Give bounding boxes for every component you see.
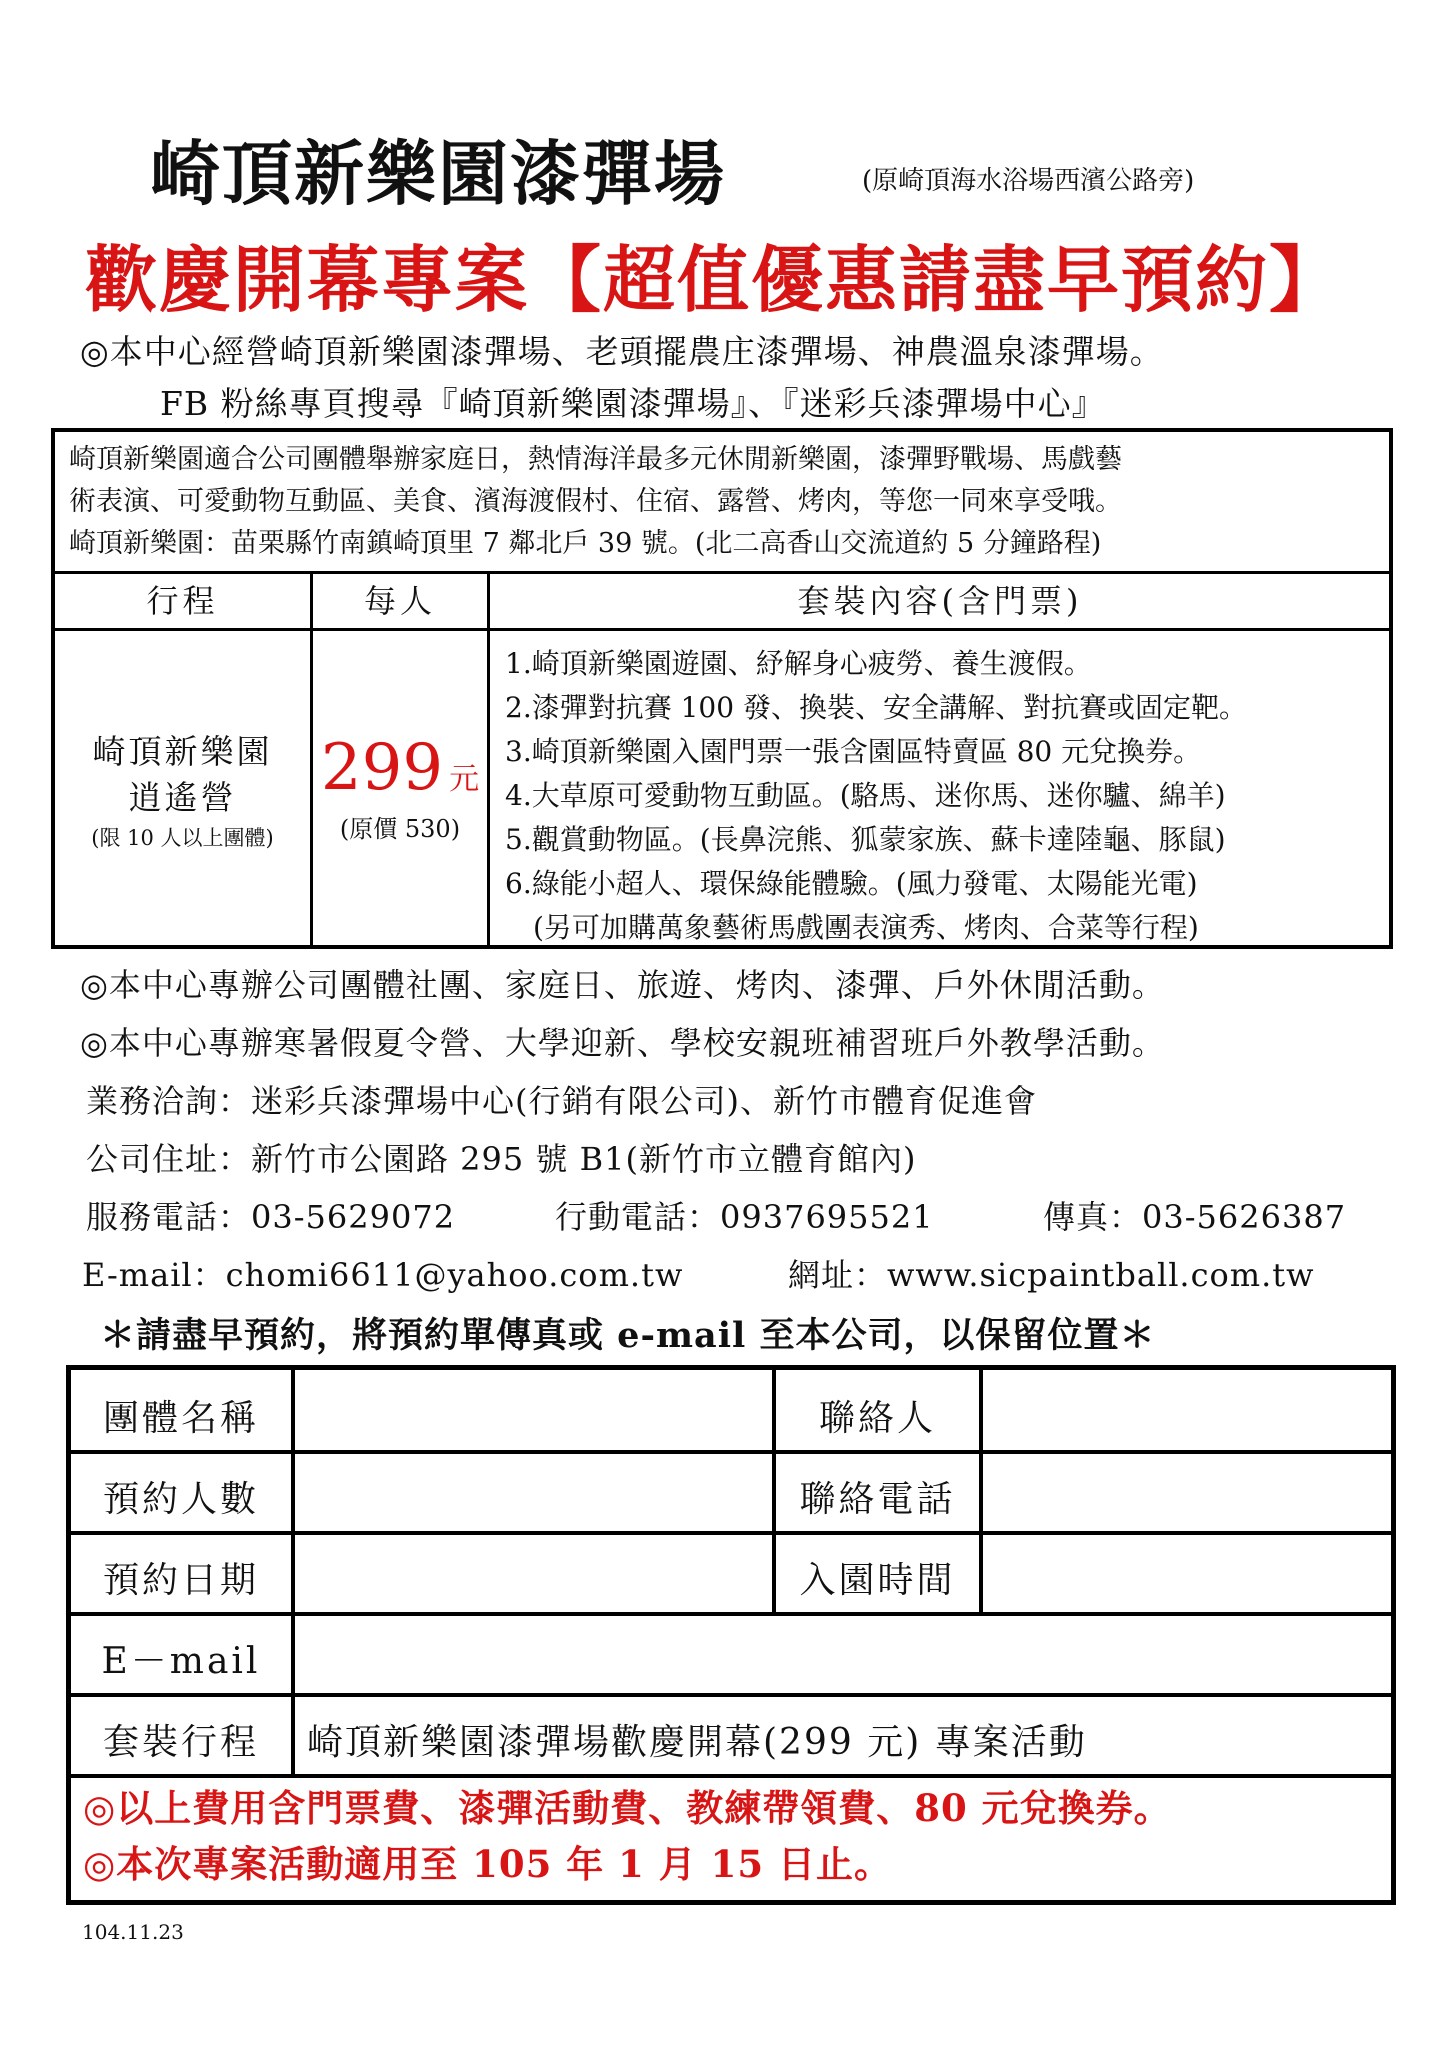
list-item: 1.崎頂新樂園遊園、紓解身心疲勞、養生渡假。 — [505, 647, 1092, 680]
label-date: 預約日期 — [102, 1560, 259, 1601]
form-divider — [71, 1774, 1391, 1778]
header-package-content: 套裝內容(含門票) — [797, 582, 1083, 620]
label-contact: 聯絡人 — [818, 1398, 936, 1439]
info-service-phone: 服務電話：03-5629072 — [86, 1198, 456, 1236]
column-divider — [487, 574, 490, 949]
form-divider — [71, 1693, 1391, 1697]
header-per-person: 每人 — [363, 582, 436, 620]
info-mobile-phone: 行動電話：0937695521 — [555, 1198, 934, 1236]
intro-box-address: 崎頂新樂園：苗栗縣竹南鎮崎頂里 7 鄰北戶 39 號。(北二高香山交流道約 5 分鐘路程) — [69, 528, 1102, 559]
label-entry-time: 入園時間 — [799, 1560, 956, 1601]
price-unit: 元 — [449, 762, 480, 797]
list-item: 4.大草原可愛動物互動區。(駱馬、迷你馬、迷你驢、綿羊) — [505, 779, 1226, 812]
validity-note: ◎本次專案活動適用至 105 年 1 月 15 日止。 — [83, 1842, 893, 1886]
info-website: 網址：www.sicpaintball.com.tw — [788, 1256, 1315, 1294]
fee-note: ◎以上費用含門票費、漆彈活動費、教練帶領費、80 元兌換券。 — [83, 1786, 1172, 1830]
info-email: E-mail：chomi6611@yahoo.com.tw — [82, 1256, 684, 1294]
intro-box-line: 術表演、可愛動物互動區、美食、濱海渡假村、住宿、露營、烤肉，等您一同來享受哦。 — [69, 486, 1122, 517]
booking-warning: ＊請盡早預約，將預約單傳真或 e-mail 至本公司，以保留位置＊ — [100, 1315, 1156, 1356]
label-group-name: 團體名稱 — [102, 1398, 259, 1439]
entry-time-field[interactable] — [983, 1535, 1391, 1612]
package-value: 崎頂新樂園漆彈場歡慶開幕(299 元) 專案活動 — [307, 1722, 1087, 1763]
info-address: 公司住址：新竹市公園路 295 號 B1(新竹市立體育館內) — [86, 1140, 917, 1178]
info-fax: 傳真：03-5626387 — [1043, 1198, 1347, 1236]
intro-venues: ◎本中心經營崎頂新樂園漆彈場、老頭擺農庄漆彈場、神農溫泉漆彈場。 — [80, 332, 1164, 371]
info-line: ◎本中心專辦寒暑假夏令營、大學迎新、學校安親班補習班戶外教學活動。 — [80, 1024, 1165, 1062]
document-date: 104.11.23 — [82, 1920, 184, 1944]
package-name-cell — [55, 631, 310, 853]
contact-phone-field[interactable] — [983, 1454, 1391, 1531]
contact-field[interactable] — [983, 1370, 1391, 1450]
page-subtitle: (原崎頂海水浴場西濱公路旁) — [862, 166, 1195, 196]
list-item: 3.崎頂新樂園入園門票一張含園區特賣區 80 元兌換券。 — [505, 735, 1202, 768]
page-title: 崎頂新樂園漆彈場 — [150, 133, 726, 215]
label-people: 預約人數 — [102, 1479, 259, 1520]
label-contact-phone: 聯絡電話 — [799, 1479, 956, 1520]
list-item: 6.綠能小超人、環保綠能體驗。(風力發電、太陽能光電) — [505, 867, 1198, 900]
package-name: 崎頂新樂園 — [92, 732, 273, 771]
list-item-extra: (另可加購萬象藝術馬戲團表演秀、烤肉、合菜等行程) — [533, 911, 1199, 944]
group-name-field[interactable] — [295, 1370, 772, 1450]
list-item: 2.漆彈對抗賽 100 發、換裝、安全講解、對抗賽或固定靶。 — [505, 691, 1247, 724]
info-line: ◎本中心專辦公司團體社團、家庭日、旅遊、烤肉、漆彈、戶外休閒活動。 — [80, 966, 1165, 1004]
package-price-cell — [313, 631, 487, 844]
info-business: 業務洽詢：迷彩兵漆彈場中心(行銷有限公司)、新竹市體育促進會 — [86, 1082, 1037, 1120]
package-price — [313, 731, 487, 805]
intro-box-line: 崎頂新樂園適合公司團體舉辦家庭日，熱情海洋最多元休閒新樂園，漆彈野戰場、馬戲藝 — [69, 444, 1122, 475]
package-items-list — [505, 642, 1247, 950]
promo-headline: 歡慶開幕專案【超值優惠請盡早預約】 — [85, 237, 1344, 322]
intro-box — [55, 432, 1389, 574]
original-price: (原價 530) — [339, 815, 461, 843]
package-limit-note: (限 10 人以上團體) — [91, 826, 274, 850]
header-itinerary: 行程 — [146, 582, 219, 620]
fee-notes — [83, 1780, 1172, 1892]
people-count-field[interactable] — [295, 1454, 772, 1531]
date-field[interactable] — [295, 1535, 772, 1612]
package-table-header — [55, 574, 1389, 631]
price-value: 299 — [320, 731, 444, 805]
booking-form — [66, 1365, 1396, 1905]
email-field[interactable] — [295, 1616, 1391, 1693]
list-item: 5.觀賞動物區。(長鼻浣熊、狐蒙家族、蘇卡達陸龜、豚鼠) — [505, 823, 1226, 856]
package-table — [51, 428, 1393, 949]
label-email: E－mail — [101, 1641, 261, 1682]
label-package: 套裝行程 — [102, 1722, 259, 1763]
intro-fb: FB 粉絲專頁搜尋『崎頂新樂園漆彈場』、『迷彩兵漆彈場中心』 — [160, 384, 1106, 423]
package-name-sub: 逍遙營 — [128, 778, 237, 817]
